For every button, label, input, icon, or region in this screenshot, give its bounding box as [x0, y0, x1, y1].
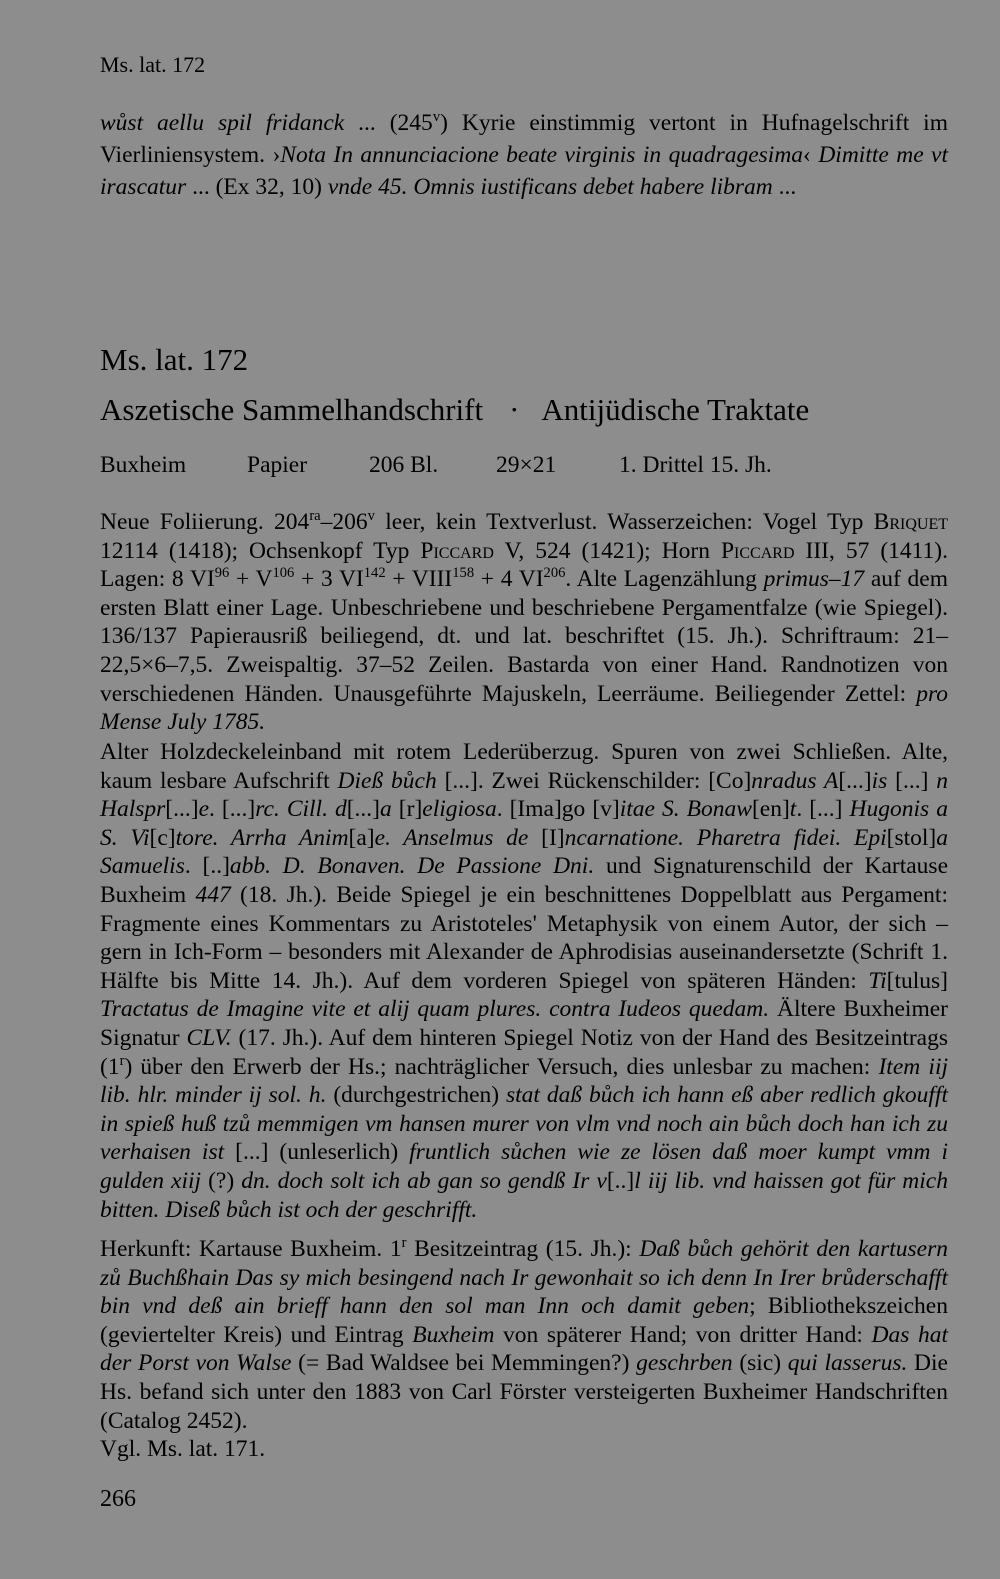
binding-run: . [Ima]go [v] [496, 796, 620, 823]
description-run: –206 [320, 509, 368, 535]
binding-run: dn. doch solt ich ab gan so gendß Ir v [241, 1167, 607, 1194]
binding-run: [tulus] [886, 967, 948, 994]
provenance-run: (sic) [732, 1350, 788, 1377]
binding-run: t [789, 796, 797, 823]
catalog-page [100, 0, 948, 1579]
description-run: V, 524 (1421); Horn [493, 537, 721, 564]
prev_entry-run: Nota In annunciacione beate virginis in quadragesima [280, 142, 804, 168]
description-run: III, 57 (1411). Lagen: 8 VI [100, 537, 948, 593]
description-run: . Alte Lagenzählung [565, 566, 764, 593]
binding-run: (18. Jh.). Beide Spiegel je ein beschnittenes Doppelblatt aus Pergament: Fragmente eines Kommentars zu Aristoteles' Metaphysik von einem Autor, der sich – gern in Ich-Form – besonders mit Alexander de Aphrodisias auseinandersetzte (Schrift 1. Hälfte bis Mitte 14. Jh.). Auf dem vorderen Spiegel von späteren Händen: [100, 881, 948, 994]
binding-run: Ältere Buxheimer Signatur [100, 996, 948, 1051]
binding-run: [...] [838, 767, 872, 794]
binding-run: abb. D. Bonaven. De Passione Dni. [229, 853, 595, 880]
description-run: 106 [272, 565, 295, 582]
binding-run: Alter Holzdeckeleinband mit rotem Lederüberzug. Spuren von zwei Schließen. Alte, kaum lesbare Aufschrift [100, 739, 948, 794]
provenance-run: Herkunft: Kartause Buxheim. 1 [100, 1236, 402, 1262]
binding-run: (?) [201, 1167, 242, 1194]
meta-format: 29×21 [496, 452, 557, 478]
binding-run: r [119, 1052, 125, 1069]
description-run: auf dem ersten Blatt einer Lage. Unbeschriebene und beschriebene Pergamentfalze (wie Spiegel). 136/137 Papierausriß beiliegend, dt. und lat. beschriftet (15. Jh.). Schriftraum: 21–22,5×6–7,5. Zweispaltig. 37–52 Zeilen. Bastarda von einer Hand. Randnotizen von verschiedenen Händen. Unausgeführte Majuskeln, Leerräume. Beiliegender Zettel: [100, 566, 948, 707]
provenance-run: r [401, 1235, 407, 1252]
binding-run: rc. Cill. d [255, 796, 347, 823]
meta-date: 1. Drittel 15. Jh. [619, 452, 772, 478]
description-run: v [367, 508, 375, 525]
binding-run: eligiosa [422, 796, 497, 823]
binding-run: Ti [868, 967, 887, 994]
meta-material: Papier [247, 452, 308, 478]
description-run: 96 [214, 565, 230, 582]
binding-run: (durchgestrichen) [326, 1082, 506, 1109]
provenance-run: von späterer Hand; von dritter Hand: [494, 1321, 872, 1348]
prev_entry-run: v [432, 109, 441, 126]
subject-heading [100, 392, 948, 428]
binding-run: CLV. [186, 1024, 232, 1051]
provenance-run: ; Bibliothekszeichen (geviertelter Kreis) und Eintrag [100, 1293, 948, 1348]
binding-run: is [871, 767, 888, 794]
binding-run: e. Anselmus de [374, 824, 529, 851]
running-head: Ms. lat. 172 [100, 52, 206, 77]
description-run: 12114 (1418); Ochsenkopf Typ [100, 537, 421, 564]
description-run: Briquet [873, 509, 948, 535]
binding-run: 447 [195, 881, 231, 908]
binding-paragraph [100, 738, 948, 1224]
binding-run: (17. Jh.). Auf dem hinteren Spiegel Notiz von der Hand des Besitzeintrags (1 [100, 1024, 948, 1080]
binding-run: [...] [346, 796, 381, 823]
prev_entry-run: Dimitte me vt irascatur [100, 142, 949, 200]
binding-run: ncarnatione. Pharetra fidei. Epi [564, 824, 887, 851]
binding-run: [...] [165, 796, 199, 823]
provenance-run: qui lasserus. [787, 1350, 908, 1377]
description-run: Piccard [720, 537, 795, 564]
description-run: 206 [543, 565, 566, 582]
description-run: 158 [452, 565, 475, 582]
description-run: primus–17 [763, 566, 865, 593]
binding-run: itae S. Bonaw [619, 796, 752, 823]
prev_entry-run: ... [772, 174, 797, 200]
description-run: Neue Foliierung. 204 [100, 509, 310, 535]
binding-run: nradus A [751, 767, 839, 794]
description-run: 142 [363, 565, 386, 582]
binding-run: fruntlich sůchen wie ze lösen daß moer kumpt vmm i gulden xiij [100, 1139, 949, 1194]
provenance-run: geschrben [636, 1350, 733, 1377]
description-run: + 3 VI [294, 566, 364, 593]
binding-run: [...] [887, 767, 937, 794]
page-number: 266 [100, 1486, 136, 1512]
binding-run: l iij lib. vnd haissen got für mich bitten. Diseß bůch ist och der geschrifft. [100, 1167, 948, 1223]
provenance-paragraph [100, 1235, 948, 1464]
binding-run: . [...] [796, 796, 850, 823]
binding-run: [a] [348, 824, 375, 851]
binding-run: Dieß bůch [337, 767, 437, 794]
binding-run: [...]. Zwei Rückenschilder: [Co] [436, 767, 752, 794]
shelfmark-heading: Ms. lat. 172 [100, 342, 249, 377]
binding-run: stat daß bůch ich hann eß aber redlich gkoufft in spieß huß tzů memmigen vm hansen murer von vlm vnd noch ain bůch doch han ich zu verhaisen ist [100, 1082, 949, 1166]
subject-separator: · [509, 392, 520, 427]
binding-run: tore. Arrha Anim [175, 824, 349, 851]
prev_entry-run: ‹ [803, 142, 819, 168]
binding-run: [c] [149, 824, 176, 851]
subject-right: Antijüdische Traktate [541, 392, 810, 427]
provenance-run: Vgl. Ms. lat. 171. [100, 1436, 266, 1463]
binding-run: [stol] [886, 824, 937, 851]
binding-run: e [198, 796, 210, 823]
description-run: + 4 VI [474, 566, 544, 593]
provenance-run: Buxheim [412, 1321, 495, 1348]
previous-entry-text [100, 107, 948, 203]
provenance-run: Daß bůch gehörit den kartusern zů Buchßhain Das sy mich besingend nach Ir gewonhait so ich denn In Irer brůderschafft bin vnd deß ain brieff hann den sol man Inn och damit geben [100, 1236, 949, 1320]
prev_entry-run: wůst aellu spil fridanck [100, 110, 345, 136]
binding-run: n Halspr [100, 767, 948, 823]
prev_entry-run: ... (245 [344, 110, 433, 136]
prev_entry-run: vnde 45. Omnis iustificans debet habere libram [327, 174, 773, 200]
description-run: pro Mense July 1785. [100, 680, 948, 736]
subject-left: Aszetische Sammelhandschrift [100, 392, 484, 427]
binding-run: [en] [751, 796, 790, 823]
prev_entry-run: ... (Ex 32, 10) [186, 174, 328, 200]
binding-run: [r] [391, 796, 423, 823]
provenance-run: (= Bad Waldsee bei Memmingen?) [291, 1350, 637, 1377]
description-run: ra [309, 508, 321, 525]
description-run: + VIII [385, 566, 453, 593]
binding-run: ) über den Erwerb der Hs.; nachträglicher Versuch, dies unlesbar zu machen: [124, 1053, 879, 1080]
description-run: + V [229, 566, 273, 593]
binding-run: . [..] [184, 853, 230, 880]
binding-run: [...] (unleserlich) [224, 1139, 410, 1166]
description-paragraph [100, 508, 948, 737]
prev_entry-run: ) Kyrie einstimmig vertont in Hufnagelschrift im Vierliniensystem. › [100, 110, 948, 168]
binding-run: Tractatus de Imagine vite et alij quam plures. contra Iudeos quedam. [100, 996, 770, 1023]
description-run: Piccard [420, 537, 494, 564]
description-run: leer, kein Textverlust. Wasserzeichen: Vogel Typ [374, 509, 874, 535]
provenance-run: Besitzeintrag (15. Jh.): [406, 1236, 640, 1262]
meta-origin: Buxheim [100, 452, 187, 478]
binding-run: [I] [528, 824, 565, 851]
provenance-run: Das hat der Porst von Walse [100, 1321, 948, 1377]
binding-run: und Signaturenschild der Kartause Buxheim [100, 853, 948, 908]
binding-run: [..] [606, 1167, 635, 1194]
binding-run: a Samuelis [100, 824, 949, 880]
binding-run: Item iij lib. hlr. minder ij sol. h. [100, 1053, 948, 1109]
binding-run: Hugonis a S. Vi [100, 796, 948, 851]
meta-leaves: 206 Bl. [369, 452, 439, 478]
binding-run: a [380, 796, 392, 823]
provenance-run: Die Hs. befand sich unter den 1883 von Carl Förster versteigerten Buxheimer Handschriften (Catalog 2452). [100, 1350, 948, 1434]
binding-run: . [...] [209, 796, 256, 823]
